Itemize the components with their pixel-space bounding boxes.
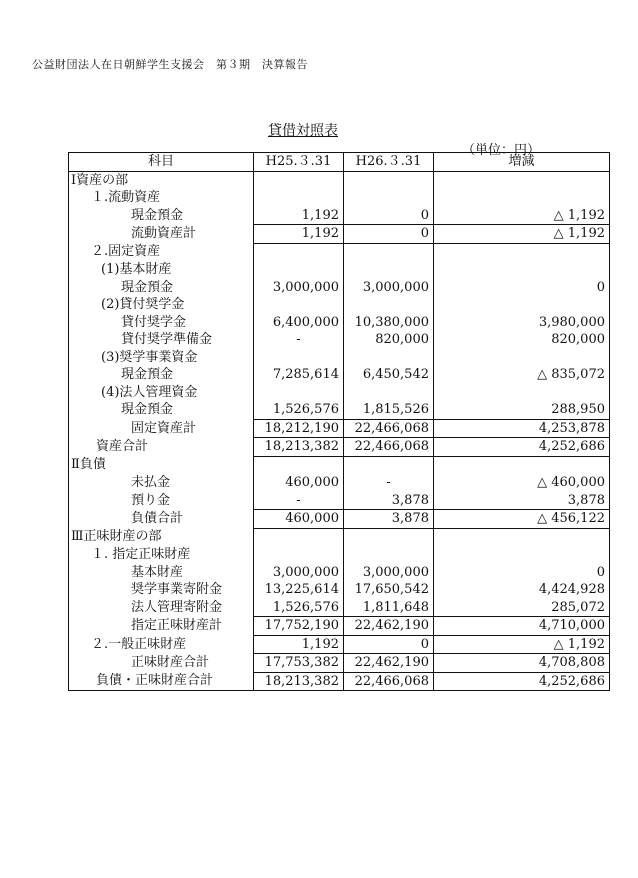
table-row (69, 456, 610, 474)
column-header: 増減 (434, 153, 610, 172)
column-header: 科目 (69, 153, 254, 172)
value-h26 (344, 189, 434, 207)
value-h26 (344, 528, 434, 546)
value-h26: 0 (344, 207, 434, 225)
value-h25: 460,000 (254, 510, 344, 529)
row-label: 預り金 (69, 492, 254, 510)
value-h26 (344, 546, 434, 564)
row-label: 流動資産計 (69, 225, 254, 244)
value-h25: 18,212,190 (254, 419, 344, 438)
value-change (434, 243, 610, 261)
value-h26: 22,466,068 (344, 672, 434, 691)
value-change (434, 296, 610, 314)
row-label: 負債合計 (69, 510, 254, 529)
table-row (69, 672, 610, 691)
table-row (69, 171, 610, 189)
value-h25 (254, 546, 344, 564)
table-header-row (69, 153, 610, 172)
table-row (69, 510, 610, 529)
value-h25 (254, 296, 344, 314)
value-change (434, 456, 610, 474)
value-change: 4,710,000 (434, 617, 610, 636)
table-row (69, 331, 610, 349)
value-h26: 820,000 (344, 331, 434, 349)
value-change: △ 835,072 (434, 366, 610, 384)
value-change (434, 261, 610, 279)
value-h25: 18,213,382 (254, 438, 344, 457)
value-h25: 1,526,576 (254, 401, 344, 419)
value-h26: 22,466,068 (344, 419, 434, 438)
row-label: (4)法人管理資金 (69, 384, 254, 402)
value-h26 (344, 296, 434, 314)
value-h25: - (254, 492, 344, 510)
value-h26: 22,466,068 (344, 438, 434, 457)
value-h25: 3,000,000 (254, 279, 344, 297)
row-label: Ⅱ負債 (69, 456, 254, 474)
value-h25: - (254, 331, 344, 349)
value-h25: 460,000 (254, 474, 344, 492)
value-h25: 1,526,576 (254, 599, 344, 617)
table-row (69, 581, 610, 599)
table-row (69, 349, 610, 367)
row-label: 法人管理寄附金 (69, 599, 254, 617)
row-label: Ⅲ正味財産の部 (69, 528, 254, 546)
table-row (69, 492, 610, 510)
table-row (69, 599, 610, 617)
value-change: 4,252,686 (434, 672, 610, 691)
value-h26: 3,000,000 (344, 279, 434, 297)
table-row (69, 384, 610, 402)
value-h26 (344, 171, 434, 189)
row-label: 指定正味財産計 (69, 617, 254, 636)
table-row (69, 564, 610, 582)
value-h26: 6,450,542 (344, 366, 434, 384)
value-change: 0 (434, 564, 610, 582)
row-label: Ⅰ資産の部 (69, 171, 254, 189)
value-h26: 17,650,542 (344, 581, 434, 599)
row-label: １. 指定正味財産 (69, 546, 254, 564)
value-h25 (254, 243, 344, 261)
row-label: (3)奨学事業資金 (69, 349, 254, 367)
table-row (69, 261, 610, 279)
row-label: 現金預金 (69, 279, 254, 297)
document-header: 公益財団法人在日朝鮮学生支援会 第３期 決算報告 (32, 58, 308, 71)
table-row (69, 243, 610, 261)
row-label: 正味財産合計 (69, 654, 254, 673)
row-label: (1)基本財産 (69, 261, 254, 279)
value-h25 (254, 384, 344, 402)
table-row (69, 189, 610, 207)
value-h25: 13,225,614 (254, 581, 344, 599)
row-label: 現金預金 (69, 366, 254, 384)
value-change (434, 189, 610, 207)
value-change: 288,950 (434, 401, 610, 419)
row-label: 未払金 (69, 474, 254, 492)
value-change (434, 528, 610, 546)
row-label: 負債・正味財産合計 (69, 672, 254, 691)
table-row (69, 438, 610, 457)
row-label: (2)貸付奨学金 (69, 296, 254, 314)
table-row (69, 474, 610, 492)
unit-label: （単位：円） (462, 143, 541, 158)
row-label: 現金預金 (69, 207, 254, 225)
row-label: 貸付奨学準備金 (69, 331, 254, 349)
table-row (69, 546, 610, 564)
row-label: 基本財産 (69, 564, 254, 582)
table-row (69, 401, 610, 419)
value-h25: 1,192 (254, 207, 344, 225)
row-label: 貸付奨学金 (69, 314, 254, 332)
value-change: 4,708,808 (434, 654, 610, 673)
value-change: 3,878 (434, 492, 610, 510)
row-label: ２.固定資産 (69, 243, 254, 261)
value-h26 (344, 384, 434, 402)
row-label: ２.一般正味財産 (69, 635, 254, 654)
table-row (69, 296, 610, 314)
value-change: △ 456,122 (434, 510, 610, 529)
value-change (434, 384, 610, 402)
value-change: 4,424,928 (434, 581, 610, 599)
value-h25: 18,213,382 (254, 672, 344, 691)
column-header: H25.３.31 (254, 153, 344, 172)
value-change (434, 171, 610, 189)
value-change: 3,980,000 (434, 314, 610, 332)
value-h25: 3,000,000 (254, 564, 344, 582)
value-change: 820,000 (434, 331, 610, 349)
value-h26 (344, 261, 434, 279)
column-header: H26.３.31 (344, 153, 434, 172)
value-h25 (254, 189, 344, 207)
value-h26: 0 (344, 635, 434, 654)
table-row (69, 528, 610, 546)
value-h25 (254, 171, 344, 189)
value-h26: - (344, 474, 434, 492)
table-row (69, 654, 610, 673)
table-row (69, 617, 610, 636)
value-change: △ 1,192 (434, 635, 610, 654)
value-h25 (254, 261, 344, 279)
table-row (69, 225, 610, 244)
value-change: 4,252,686 (434, 438, 610, 457)
value-change: △ 1,192 (434, 225, 610, 244)
value-h26 (344, 243, 434, 261)
value-change (434, 546, 610, 564)
value-h26: 1,815,526 (344, 401, 434, 419)
balance-sheet-table (68, 152, 610, 691)
table-row (69, 314, 610, 332)
table-row (69, 366, 610, 384)
value-change: 0 (434, 279, 610, 297)
value-h26: 3,000,000 (344, 564, 434, 582)
value-h26: 22,462,190 (344, 654, 434, 673)
value-h26: 10,380,000 (344, 314, 434, 332)
value-h25 (254, 528, 344, 546)
value-h25 (254, 349, 344, 367)
row-label: 奨学事業寄附金 (69, 581, 254, 599)
value-h26: 3,878 (344, 510, 434, 529)
value-h25: 6,400,000 (254, 314, 344, 332)
value-h25: 7,285,614 (254, 366, 344, 384)
value-change (434, 349, 610, 367)
value-h25: 1,192 (254, 635, 344, 654)
value-h26: 1,811,648 (344, 599, 434, 617)
table-row (69, 207, 610, 225)
row-label: １.流動資産 (69, 189, 254, 207)
value-change: 4,253,878 (434, 419, 610, 438)
value-change: △ 460,000 (434, 474, 610, 492)
value-h26 (344, 456, 434, 474)
value-change: 285,072 (434, 599, 610, 617)
value-h25: 17,753,382 (254, 654, 344, 673)
value-h26 (344, 349, 434, 367)
value-change: △ 1,192 (434, 207, 610, 225)
page-title: 貸借対照表 (268, 123, 338, 139)
value-h26: 22,462,190 (344, 617, 434, 636)
row-label: 固定資産計 (69, 419, 254, 438)
value-h25: 17,752,190 (254, 617, 344, 636)
value-h26: 0 (344, 225, 434, 244)
table-row (69, 635, 610, 654)
row-label: 現金預金 (69, 401, 254, 419)
value-h25 (254, 456, 344, 474)
value-h26: 3,878 (344, 492, 434, 510)
row-label: 資産合計 (69, 438, 254, 457)
value-h25: 1,192 (254, 225, 344, 244)
table-row (69, 419, 610, 438)
table-row (69, 279, 610, 297)
